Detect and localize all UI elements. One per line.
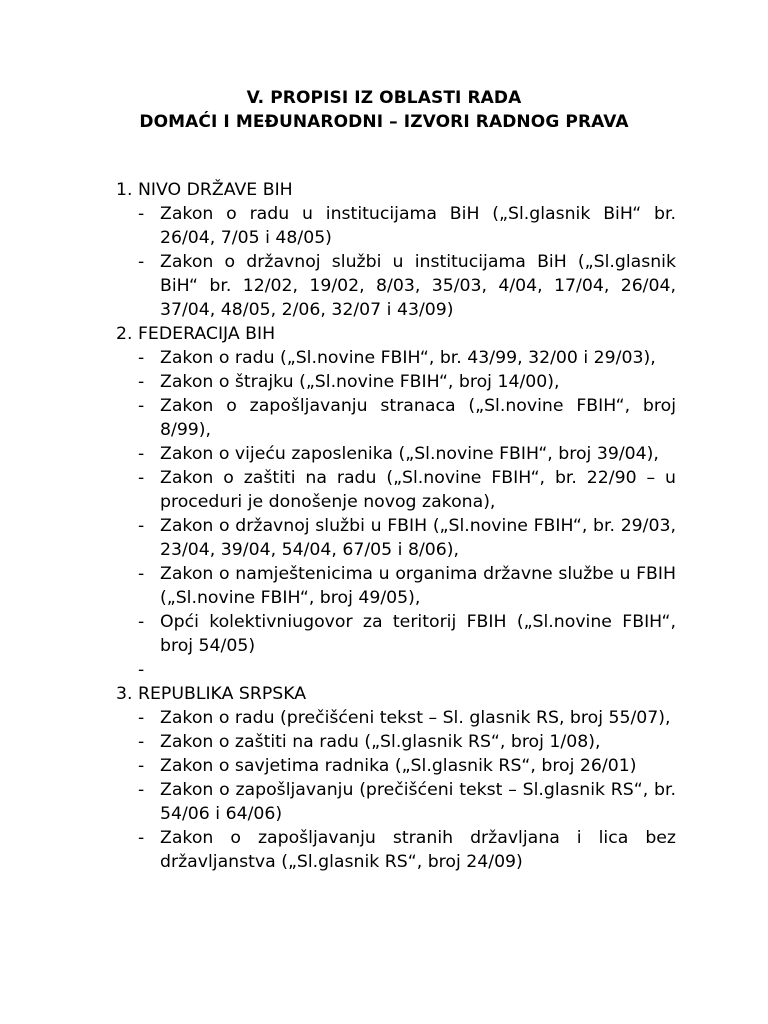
bullet-dash: - bbox=[138, 516, 145, 536]
bullet-dash: - bbox=[138, 252, 145, 272]
section-title: 2. FEDERACIJA BIH bbox=[116, 324, 276, 344]
list-item-text: Zakon o radu („Sl.novine FBIH“, br. 43/99, 32/00 i 29/03), bbox=[160, 348, 656, 368]
list-item bbox=[116, 562, 676, 610]
list-item-empty bbox=[116, 658, 676, 682]
bullet-dash: - bbox=[138, 780, 145, 800]
bullet-dash: - bbox=[138, 396, 145, 416]
list-item-text: Zakon o namještenicima u organima državne službe u FBIH („Sl.novine FBIH“, broj 49/05), bbox=[160, 564, 676, 608]
bullet-dash: - bbox=[138, 612, 145, 632]
section-title: 3. REPUBLIKA SRPSKA bbox=[116, 684, 307, 704]
list-item-text: Zakon o radu u institucijama BiH („Sl.glasnik BiH“ br. 26/04, 7/05 i 48/05) bbox=[160, 204, 676, 248]
list-item-text: Zakon o vijeću zaposlenika („Sl.novine FBIH“, broj 39/04), bbox=[160, 444, 659, 464]
list-item bbox=[116, 250, 676, 322]
list-item-text: Zakon o zapošljavanju (prečišćeni tekst – Sl.glasnik RS“, br. 54/06 i 64/06) bbox=[160, 780, 676, 824]
list-item bbox=[116, 754, 676, 778]
list-item-text: Zakon o štrajku („Sl.novine FBIH“, broj 14/00), bbox=[160, 372, 560, 392]
list-item bbox=[116, 202, 676, 250]
document-subtitle: DOMAĆI I MEĐUNARODNI – IZVORI RADNOG PRAVA bbox=[139, 112, 629, 132]
list-item-text: Zakon o zapošljavanju stranih državljana i lica bez državljanstva („Sl.glasnik RS“, broj 24/09) bbox=[160, 828, 676, 872]
list-item bbox=[116, 346, 676, 370]
bullet-dash: - bbox=[138, 204, 145, 224]
list-item bbox=[116, 826, 676, 874]
list-item-text: Opći kolektivniugovor za teritorij FBIH („Sl.novine FBIH“, broj 54/05) bbox=[160, 612, 676, 656]
section-title: 1. NIVO DRŽAVE BIH bbox=[116, 180, 293, 200]
list-item bbox=[116, 370, 676, 394]
bullet-dash: - bbox=[138, 732, 145, 752]
document-title: V. PROPISI IZ OBLASTI RADA bbox=[246, 88, 522, 108]
bullet-dash: - bbox=[138, 756, 145, 776]
list-item bbox=[116, 514, 676, 562]
list-item bbox=[116, 730, 676, 754]
bullet-dash: - bbox=[138, 660, 145, 680]
list-item-text: Zakon o zaštiti na radu („Sl.novine FBIH“, br. 22/90 – u proceduri je donošenje novog zakona), bbox=[160, 468, 676, 512]
bullet-dash: - bbox=[138, 372, 145, 392]
list-item-text: Zakon o zapošljavanju stranaca („Sl.novine FBIH“, broj 8/99), bbox=[160, 396, 676, 440]
list-item bbox=[116, 610, 676, 658]
list-item-text: Zakon o savjetima radnika („Sl.glasnik RS“, broj 26/01) bbox=[160, 756, 637, 776]
bullet-dash: - bbox=[138, 564, 145, 584]
bullet-dash: - bbox=[138, 444, 145, 464]
list-item-text: Zakon o zaštiti na radu („Sl.glasnik RS“, broj 1/08), bbox=[160, 732, 601, 752]
list-item bbox=[116, 466, 676, 514]
document-body bbox=[116, 178, 676, 874]
list-item bbox=[116, 442, 676, 466]
list-item bbox=[116, 706, 676, 730]
list-item-text: Zakon o državnoj službi u FBIH („Sl.novine FBIH“, br. 29/03, 23/04, 39/04, 54/04, 67/05 i 8/06), bbox=[160, 516, 676, 560]
bullet-dash: - bbox=[138, 708, 145, 728]
list-item-text: Zakon o državnoj službi u institucijama BiH („Sl.glasnik BiH“ br. 12/02, 19/02, 8/03, 35/03, 4/04, 17/04, 26/04, 37/04, 48/05, 2/06, 32/07 i 43/09) bbox=[160, 252, 676, 320]
list-item-text: Zakon o radu (prečišćeni tekst – Sl. glasnik RS, broj 55/07), bbox=[160, 708, 671, 728]
bullet-dash: - bbox=[138, 468, 145, 488]
list-item bbox=[116, 778, 676, 826]
bullet-dash: - bbox=[138, 828, 145, 848]
bullet-dash: - bbox=[138, 348, 145, 368]
list-item bbox=[116, 394, 676, 442]
